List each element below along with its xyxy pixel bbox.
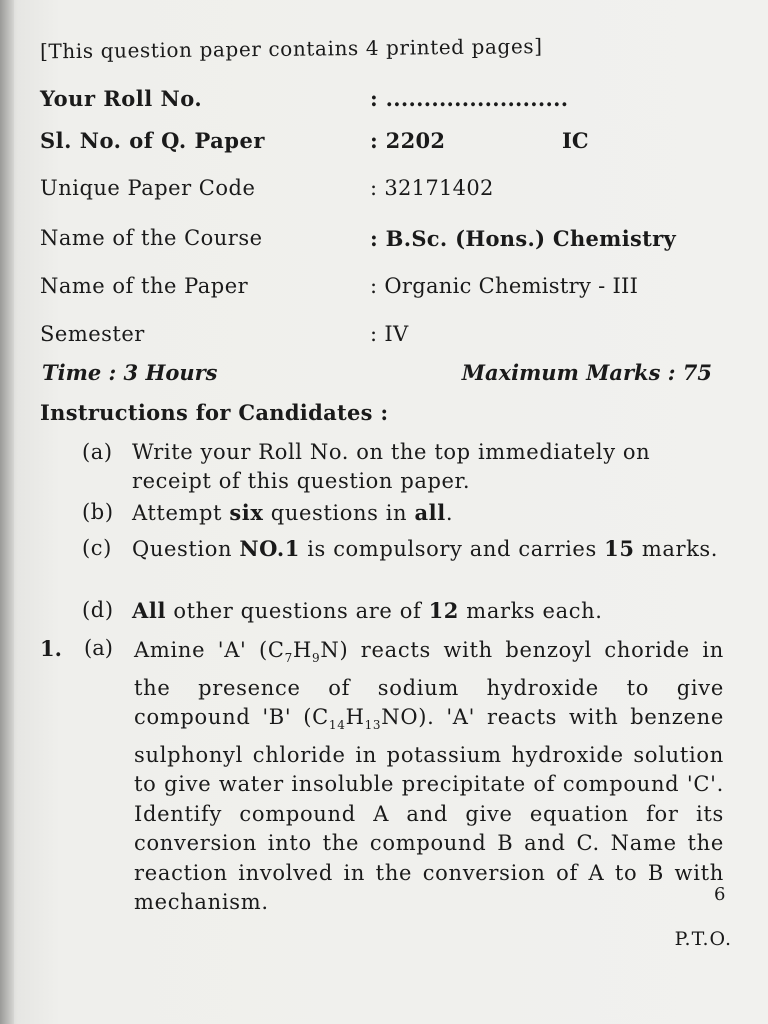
instruction-text: Question NO.1 is compulsory and carries 15 marks. (132, 536, 719, 561)
instruction-marker: (c) (82, 536, 112, 560)
instruction-marker: (a) (82, 440, 113, 464)
instruction-item (82, 438, 722, 496)
instruction-item (82, 596, 722, 626)
field-paper-name (40, 274, 730, 304)
field-value: : ........................ (370, 86, 569, 111)
field-value: : 32171402 (370, 176, 494, 200)
paper-set-code: IC (562, 128, 589, 153)
field-value: : 2202 (370, 128, 446, 153)
instructions-heading: Instructions for Candidates : (40, 400, 389, 425)
question-part: (a) (84, 636, 113, 660)
instruction-item (82, 498, 722, 528)
instruction-text: All other questions are of 12 marks each. (132, 598, 603, 623)
field-label: Name of the Paper (40, 274, 249, 298)
field-value: : Organic Chemistry - III (370, 274, 639, 298)
page-count-note: [This question paper contains 4 printed pages] (39, 34, 543, 64)
field-label: Name of the Course (40, 226, 263, 250)
instruction-text: Write your Roll No. on the top immediately on receipt of this question paper. (132, 440, 651, 493)
field-label: Semester (40, 322, 145, 346)
field-unique-paper-code (40, 176, 730, 206)
time-allowed: Time : 3 Hours (42, 360, 218, 385)
please-turn-over: P.T.O. (674, 928, 732, 950)
question-number: 1. (40, 636, 62, 661)
instruction-marker: (d) (82, 598, 114, 622)
question-text: Amine 'A' $(C_7H_9N)$ reacts with benzoyl choride in the presence of sodium hydroxide to give compound 'B' $(C_{14}H_{13}NO)$. 'A' reacts with benzene sulphonyl chloride in potassium hydroxide solution to give water insoluble precipitate of compound 'C'. Identify compound A and give equation for its conversion into the compound B and C. Name the reaction involved in the conversion of A to B with mechanism. (134, 638, 724, 915)
field-label: Unique Paper Code (40, 176, 256, 200)
field-course-name (40, 226, 730, 256)
time-marks-row (42, 360, 722, 390)
field-label: Your Roll No. (40, 86, 203, 111)
maximum-marks: Maximum Marks : 75 (461, 360, 712, 385)
page-binding-shadow (0, 0, 14, 1024)
field-label: Sl. No. of Q. Paper (40, 128, 265, 153)
field-serial-no (40, 128, 730, 158)
field-value: : IV (370, 322, 409, 346)
field-roll-no (40, 86, 730, 116)
question-marks: 6 (714, 884, 726, 905)
instruction-item (82, 534, 722, 564)
field-semester (40, 322, 730, 352)
instruction-marker: (b) (82, 500, 114, 524)
instruction-text: Attempt six questions in all. (132, 500, 454, 525)
field-value: : B.Sc. (Hons.) Chemistry (370, 226, 676, 251)
